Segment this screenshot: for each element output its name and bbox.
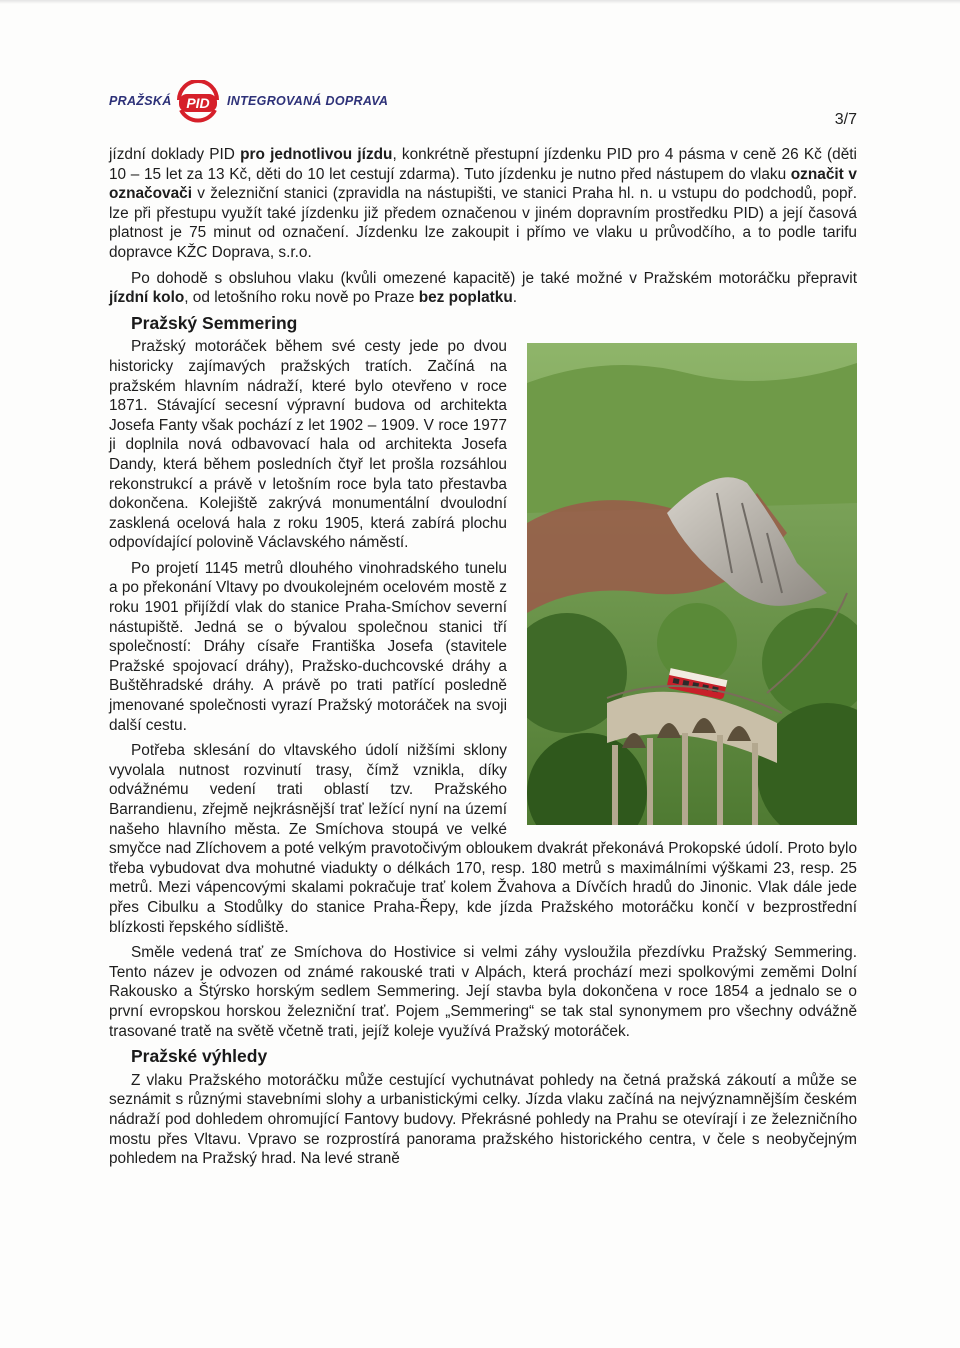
- heading-prazsky-semmering: Pražský Semmering: [131, 312, 298, 333]
- pid-header-logo: [109, 80, 469, 130]
- pid-logo-icon: [173, 80, 223, 126]
- semmering-paragraph-4: Směle vedená trať ze Smíchova do Hostivice si velmi záhy vysloužila přezdívku Pražský Semmering. Tento název je odvozen od známé rakouské trati v Alpách, která prochází mezi spolkovými zeměmi Dolní Rakousko a Štýrsko horským sedlem Semmering. Její stavba byla dokončena v roce 1854 a jednalo se o první evropskou horskou železniční trať. Pojem „Semmering“ se tak stal synonymem pro všechny odvážně trasované tratě na světě včetně trati, jejíž koleje využívá Pražský motoráček.: [109, 944, 857, 1040]
- document-body: [109, 145, 857, 1175]
- bicycle-paragraph: Po dohodě s obsluhou vlaku (kvůli omezené kapacitě) je také možné v Pražském motoráčku přepravit jízdní kolo, od letošního roku nově po Praze bez poplatku.: [109, 269, 857, 307]
- vyhledy-paragraph-1: Z vlaku Pražského motoráčku může cestující vychutnávat pohledy na četná pražská zákoutí a může se seznámit s různými stavebními slohy a urbanistickými celky. Jízda vlaku začíná na nejvýznamnějším českém nádraží pod dohledem ohromující Fantovy budovy. Překrásné pohledy na Prahu se otevírají i ze železničního mostu přes Vltavu. Vpravo se rozprostírá panorama pražského historického centra, v čele s neobyčejným pohledem na Pražský hrad. Na levé straně: [109, 1071, 857, 1168]
- semmering-paragraph-1: Pražský motoráček během své cesty jede po dvou historicky zajímavých pražských tratích. Začíná na pražském hlavním nádraží, které bylo otevřeno v roce 1871. Stávající secesní výpravní budova od architekta Josefa Fanty však pochází z let 1902 – 1909. V roce 1977 ji doplnila nová odbavovací hala od architekta Josefa Dandy, která během posledních čtyř let prošla rozsáhlou rekonstrukcí a právě v letošním roce byla tato přestavba dokončena. Kolejiště zakrývá monumentální dvoulodní zasklená ocelová hala z roku 1905, která zabírá plochu odpovídající polovině Václavského náměstí.: [109, 338, 507, 552]
- ticket-paragraph: jízdní doklady PID pro jednotlivou jízdu, konkrétně přestupní jízdenku PID pro 4 pásma v ceně 26 Kč (děti 10 – 15 let za 13 Kč, děti do 10 let cestují zdarma). Tuto jízdenku je nutno před nástupem do vlaku označit v označovači v železniční stanici (zpravidla na nástupišti, ve stanici Praha hl. n. u vstupu do podchodů, popř. lze při přestupu využít také jízdenku již předem označenou v jiném dopravním prostředku PID) a její časová platnost je 75 minut od označení. Jízdenku lze zakoupit i přímo ve vlaku u průvodčího, a to podle tarifu dopravce KŽC Doprava, s.r.o.: [109, 146, 857, 261]
- logo-text: PID: [186, 95, 210, 111]
- brand-left-text: PRAŽSKÁ: [109, 94, 172, 108]
- scan-edge: [0, 0, 960, 4]
- semmering-paragraph-2: Po projetí 1145 metrů dlouhého vinohradského tunelu a po překonání Vltavy po dvoukolejném ocelovém mostě z roku 1901 přijíždí vlak do stanice Praha-Smíchov severní nástupiště. Jedná se o bývalou společnou stanici tří společností: Dráhy císaře Františka Josefa (stavitele Pražské spojovací dráhy), Pražsko-duchcovské dráhy a Buštěhradské dráhy. A právě po trati patřící posledně jmenované společnosti vyrazí Pražský motoráček na svoji další cestu.: [109, 559, 507, 734]
- heading-prazske-vyhledy: Pražské výhledy: [131, 1046, 268, 1067]
- semmering-paragraph-3: Potřeba sklesání do vltavského údolí nižšími sklony vyvolala nutnost rozvinutí trasy, čímž vznikla, díky odvážnému vedení trati oblastí tzv. Pražského Barrandienu, zřejmě nejkrásnější trať ležící nyní na území našeho hlavního města. Ze Smíchova stoupá ve velké smyčce nad Zlíchovem a poté velkým pravotočivým obloukem dvakrát překonává Prokopské údolí. Proto bylo třeba vybudovat dva mohutné viadukty o délkách 170, resp. 180 metrů s maximálními výškami 23, resp. 25 metrů. Mezi vápencovými skalami pokračuje trať kolem Žvahova a Dívčích hradů do Jinonic. Vlak dále jede přes Cibulku a Stodůlky do stanice Praha-Řepy, kde jízda Pražského motoráčku končí v bezprostřední blízkosti řepského sídliště.: [109, 742, 857, 936]
- page-number: 3/7: [834, 111, 857, 128]
- brand-right-text: INTEGROVANÁ DOPRAVA: [227, 94, 389, 108]
- train-viaduct-photo: [527, 343, 857, 825]
